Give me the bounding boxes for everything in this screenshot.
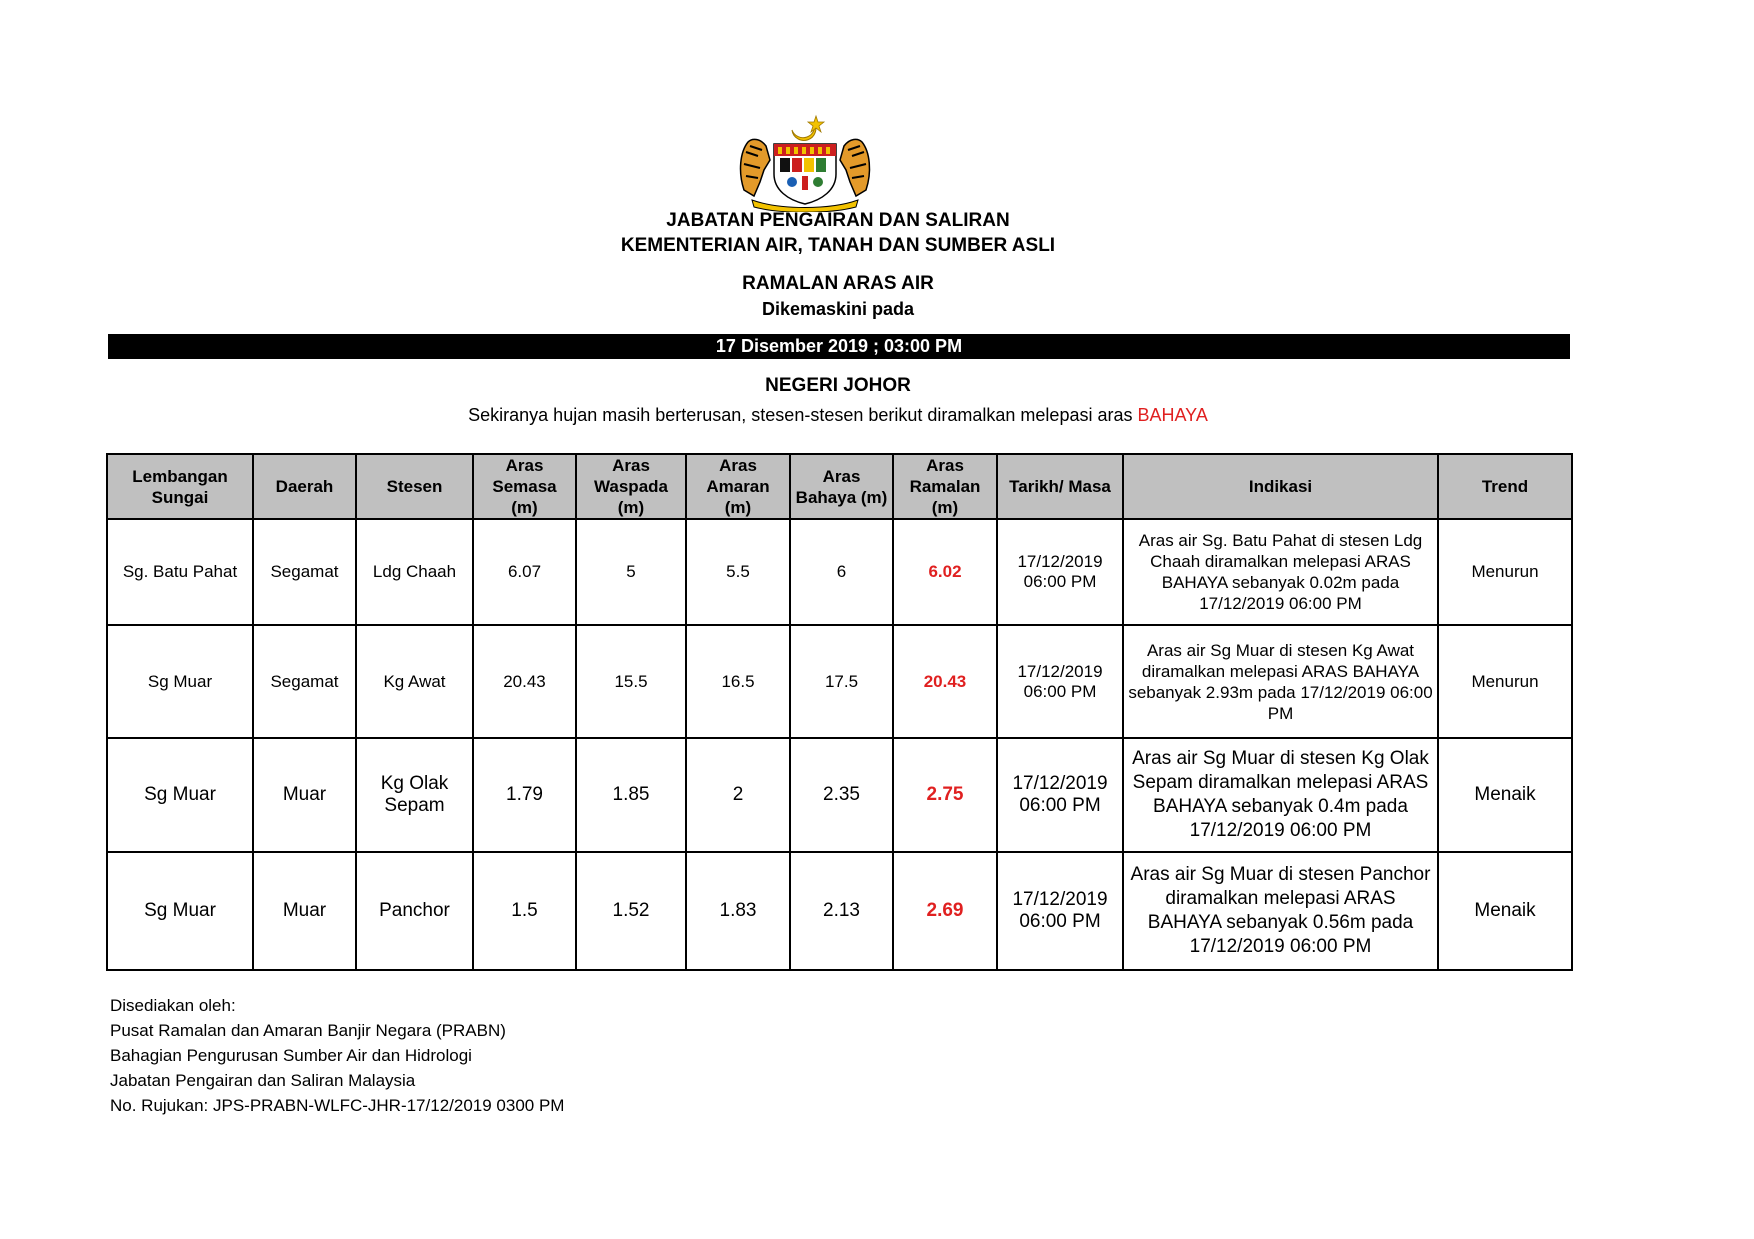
cell-lembangan: Sg Muar: [107, 625, 253, 738]
page-title: RAMALAN ARAS AIR: [742, 273, 934, 294]
cell-semasa: 6.07: [473, 519, 576, 625]
col-ramalan: Aras Ramalan (m): [893, 454, 997, 519]
ministry-name: KEMENTERIAN AIR, TANAH DAN SUMBER ASLI: [620, 235, 1056, 256]
cell-daerah: Muar: [253, 738, 356, 852]
cell-stesen: Kg Olak Sepam: [356, 738, 473, 852]
cell-trend: Menurun: [1438, 519, 1572, 625]
table-row: [107, 738, 1572, 852]
cell-semasa: 1.79: [473, 738, 576, 852]
cell-ramalan: 6.02: [893, 519, 997, 625]
cell-amaran: 2: [686, 738, 790, 852]
footer-department: Jabatan Pengairan dan Saliran Malaysia: [110, 1071, 416, 1090]
footer-credits: [110, 993, 564, 1118]
cell-amaran: 16.5: [686, 625, 790, 738]
cell-indikasi: Aras air Sg Muar di stesen Panchor diramalkan melepasi ARAS BAHAYA sebanyak 0.56m pada 17/12/2019 06:00 PM: [1123, 852, 1438, 970]
update-datetime-bar: 17 Disember 2019 ; 03:00 PM: [108, 334, 1570, 359]
col-tarikh: Tarikh/ Masa: [997, 454, 1123, 519]
col-stesen: Stesen: [356, 454, 473, 519]
cell-waspada: 1.85: [576, 738, 686, 852]
cell-daerah: Segamat: [253, 519, 356, 625]
cell-tarikh: 17/12/2019 06:00 PM: [997, 519, 1123, 625]
cell-indikasi: Aras air Sg Muar di stesen Kg Olak Sepam diramalkan melepasi ARAS BAHAYA sebanyak 0.4m pada 17/12/2019 06:00 PM: [1123, 738, 1438, 852]
table-header-row: [107, 454, 1572, 519]
cell-stesen: Panchor: [356, 852, 473, 970]
footer-division: Bahagian Pengurusan Sumber Air dan Hidrologi: [110, 1046, 472, 1065]
forecast-table: [106, 453, 1573, 971]
col-amaran: Aras Amaran (m): [686, 454, 790, 519]
cell-trend: Menurun: [1438, 625, 1572, 738]
notice-text: Sekiranya hujan masih berterusan, stesen-stesen berikut diramalkan melepasi aras: [468, 405, 1138, 425]
col-trend: Trend: [1438, 454, 1572, 519]
cell-semasa: 1.5: [473, 852, 576, 970]
table-row: [107, 852, 1572, 970]
cell-tarikh: 17/12/2019 06:00 PM: [997, 738, 1123, 852]
table-row: [107, 519, 1572, 625]
cell-trend: Menaik: [1438, 738, 1572, 852]
cell-lembangan: Sg. Batu Pahat: [107, 519, 253, 625]
footer-center: Pusat Ramalan dan Amaran Banjir Negara (PRABN): [110, 1021, 506, 1040]
cell-stesen: Kg Awat: [356, 625, 473, 738]
cell-amaran: 5.5: [686, 519, 790, 625]
cell-tarikh: 17/12/2019 06:00 PM: [997, 625, 1123, 738]
footer-reference: No. Rujukan: JPS-PRABN-WLFC-JHR-17/12/2019 0300 PM: [110, 1096, 565, 1115]
cell-tarikh: 17/12/2019 06:00 PM: [997, 852, 1123, 970]
cell-trend: Menaik: [1438, 852, 1572, 970]
cell-indikasi: Aras air Sg Muar di stesen Kg Awat diramalkan melepasi ARAS BAHAYA sebanyak 2.93m pada 17/12/2019 06:00 PM: [1123, 625, 1438, 738]
cell-ramalan: 2.69: [893, 852, 997, 970]
cell-bahaya: 17.5: [790, 625, 893, 738]
cell-waspada: 1.52: [576, 852, 686, 970]
cell-semasa: 20.43: [473, 625, 576, 738]
cell-bahaya: 2.13: [790, 852, 893, 970]
cell-lembangan: Sg Muar: [107, 852, 253, 970]
cell-daerah: Segamat: [253, 625, 356, 738]
forecast-notice: [108, 405, 1568, 426]
coat-of-arms-emblem: [730, 112, 880, 212]
notice-danger-word: BAHAYA: [1137, 405, 1208, 425]
org-name: JABATAN PENGAIRAN DAN SALIRAN: [666, 210, 1010, 231]
cell-ramalan: 20.43: [893, 625, 997, 738]
cell-amaran: 1.83: [686, 852, 790, 970]
col-semasa: Aras Semasa (m): [473, 454, 576, 519]
cell-indikasi: Aras air Sg. Batu Pahat di stesen Ldg Chaah diramalkan melepasi ARAS BAHAYA sebanyak 0.02m pada 17/12/2019 06:00 PM: [1123, 519, 1438, 625]
state-name: NEGERI JOHOR: [765, 375, 911, 396]
cell-bahaya: 2.35: [790, 738, 893, 852]
cell-bahaya: 6: [790, 519, 893, 625]
col-daerah: Daerah: [253, 454, 356, 519]
col-indikasi: Indikasi: [1123, 454, 1438, 519]
cell-stesen: Ldg Chaah: [356, 519, 473, 625]
footer-prepared-by: Disediakan oleh:: [110, 996, 236, 1015]
col-lembangan: Lembangan Sungai: [107, 454, 253, 519]
cell-daerah: Muar: [253, 852, 356, 970]
cell-waspada: 15.5: [576, 625, 686, 738]
updated-label: Dikemaskini pada: [761, 299, 915, 319]
cell-lembangan: Sg Muar: [107, 738, 253, 852]
table-row: [107, 625, 1572, 738]
col-bahaya: Aras Bahaya (m): [790, 454, 893, 519]
col-waspada: Aras Waspada (m): [576, 454, 686, 519]
cell-waspada: 5: [576, 519, 686, 625]
cell-ramalan: 2.75: [893, 738, 997, 852]
